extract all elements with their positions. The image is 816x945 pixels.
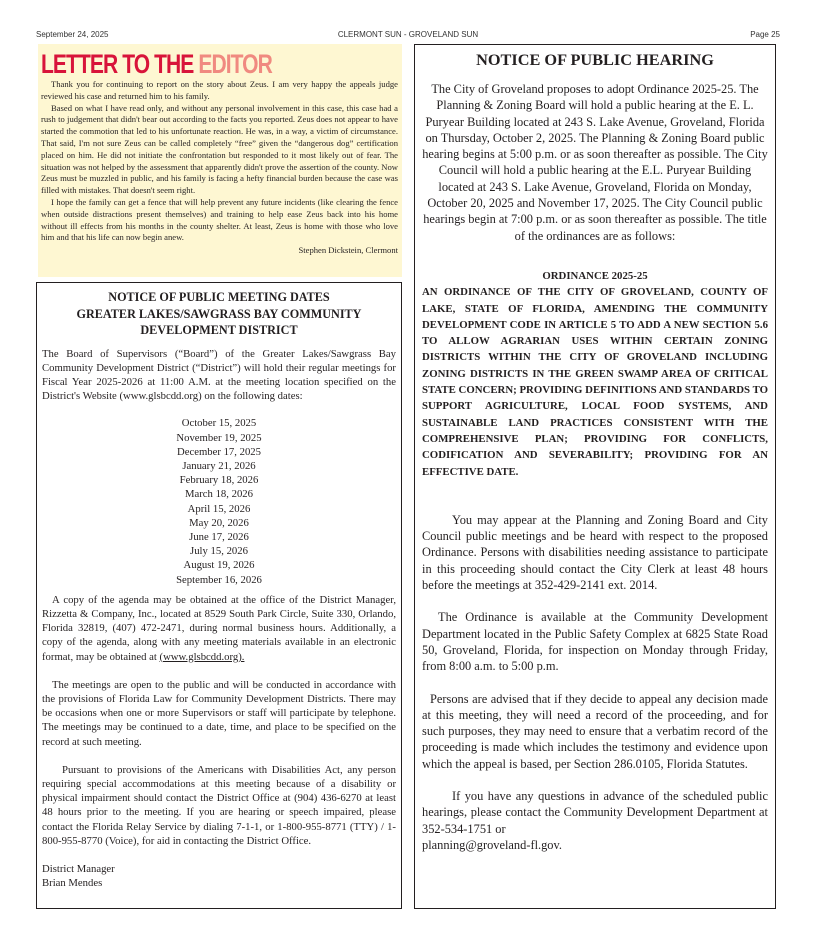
meeting-date: August 19, 2026: [183, 559, 255, 572]
meeting-dates-list: [42, 416, 396, 586]
meeting-date: July 15, 2026: [190, 545, 248, 558]
letter-to-the-editor: [38, 44, 402, 277]
meeting-date: April 15, 2026: [187, 502, 251, 515]
meeting-date: October 15, 2025: [181, 417, 257, 430]
signoff: [42, 862, 396, 890]
meeting-date: September 16, 2026: [176, 573, 262, 586]
meeting-date: November 19, 2025: [176, 431, 262, 444]
availability-paragraph: The Ordinance is available at the Community Development Department located in the Public Safety Complex at 6825 State Road 50, Groveland, Florida, for inspection on Monday through Friday, from 8:00 a.m. to 5:00 p.m.: [422, 610, 768, 674]
meeting-notice-title-line: DEVELOPMENT DISTRICT: [140, 323, 298, 337]
meeting-date: May 20, 2026: [189, 516, 249, 529]
ada-paragraph: Pursuant to provisions of the Americans with Disabilities Act, any person requiring special accommodations at this meeting because of a disability or physical impairment should contact the District Office at (904) 436-6270 at least 48 hours prior to the meeting. If you are hearing or speech impaired, please contact the Florida Relay Service by dialing 7-1-1, or 1-800-955-8771 (TTY) / 1-800-955-8770 (Voice), for aid in contacting the District Office.: [42, 763, 396, 847]
district-website-link[interactable]: (www.glsbcdd.org).: [159, 650, 245, 663]
meeting-date: December 17, 2025: [177, 445, 261, 458]
letter-signature: Stephen Dickstein, Clermont: [298, 245, 398, 256]
letter-title-primary: LETTER TO THE: [41, 49, 199, 79]
header-publication: CLERMONT SUN - GROVELAND SUN: [337, 30, 479, 39]
public-meeting-notice: [36, 282, 402, 909]
meeting-date: February 18, 2026: [179, 474, 259, 487]
ordinance-number: ORDINANCE 2025-25: [542, 269, 648, 282]
letter-title: [41, 50, 319, 78]
meeting-date: June 17, 2026: [189, 530, 249, 543]
signoff-title: District Manager: [42, 863, 115, 875]
questions-text: If you have any questions in advance of the scheduled public hearings, please contact the Community Development Department at 352-534-1751 or: [422, 788, 768, 836]
meeting-notice-intro: The Board of Supervisors (“Board”) of the Greater Lakes/Sawgrass Bay Community Development District (“District”) will hold their regular meetings for Fiscal Year 2025-2026 at 11:00 A.M. at the meeting location specified on the District's Website (www.glsbcdd.org) on the following dates:: [42, 347, 396, 403]
planning-email[interactable]: planning@groveland-fl.gov.: [422, 837, 562, 852]
hearing-notice-title: NOTICE OF PUBLIC HEARING: [476, 50, 714, 69]
meeting-notice-title-line: NOTICE OF PUBLIC MEETING DATES: [108, 290, 330, 304]
meeting-date: January 21, 2026: [182, 459, 256, 472]
letter-paragraph: Thank you for continuing to report on the story about Zeus. I am very happy the appeals judge reviewed his case and returned him to his family.: [41, 79, 398, 101]
letter-paragraph: I hope the family can get a fence that will help prevent any future incidents (like clearing the fence when outside distractions present themselves) and training to help ease Zeus back into his home without ill effects from his months in the county shelter. At least, Zeus is home with those who love him and that his life can now begin anew.: [41, 196, 398, 243]
header-page-number: Page 25: [750, 30, 780, 39]
header-date: September 24, 2025: [36, 30, 109, 39]
open-meetings-paragraph: The meetings are open to the public and will be conducted in accordance with the provisions of Florida Law for Community Development Districts. There may be occasions when one or more Supervisors or staff will participate by telephone. The meetings may be continued to a date, time, and place to be specified on the record at such meeting.: [42, 678, 396, 748]
meeting-notice-title-line: GREATER LAKES/SAWGRASS BAY COMMUNITY: [76, 306, 362, 321]
meeting-notice-title: [42, 289, 396, 339]
hearing-notice-intro: The City of Groveland proposes to adopt Ordinance 2025-25. The Planning & Zoning Board will hold a public hearing at the E. L. Puryear Building located at 243 S. Lake Avenue, Groveland, Florida on Thursday, October 2, 2025. The Planning & Zoning Board public hearing begins at 5:00 p.m. or as soon thereafter as possible. The City Council will hold a public hearing at the E.L. Puryear Building located at 243 S. Lake Avenue, Groveland, Florida on Monday, October 20, 2025 and November 17, 2025. The City Council public hearings begin at 7:00 p.m. or as soon thereafter as possible. The title of the ordinances are as follows:: [422, 82, 768, 243]
letter-paragraph: Based on what I have read only, and without any personal involvement in this case, this case had a rush to judgement that didn't bear out according to the facts you reported. Zeus does not appear to have started the commotion that led to his unfortunate reaction. He was, in a way, a victim of circumstance. That said, I'm not sure Zeus can be called completely “free” given the “dangerous dog” certification placed on him. He did not initiate the confrontation but responded to it most likely out of fear. The situation was not helped by the assessment that apparently didn't prove the assertion of the county. Now Zeus must be muzzled in public, and his family is facing a hefty financial burden because the case was filled with mistakes. That doesn't seem right.: [41, 102, 398, 196]
appear-paragraph: You may appear at the Planning and Zoning Board and City Council public meetings and be heard with respect to the proposed Ordinance. Persons with disabilities needing assistance to participate in this proceeding should contact the City Clerk at least 48 hours before the meetings at 352-429-2141 ext. 2014.: [422, 512, 768, 593]
signoff-name: Brian Mendes: [42, 877, 103, 890]
ordinance-text: AN ORDINANCE OF THE CITY OF GROVELAND, COUNTY OF LAKE, STATE OF FLORIDA, AMENDING THE COMMUNITY DEVELOPMENT CODE IN ARTICLE 5 TO ADD A NEW SECTION 5.6 TO ALLOW AGRARIAN USES WITHIN CERTAIN ZONING DISTRICTS WITHIN THE CITY OF GROVELAND INCLUDING ZONING DISTRICTS IN THE GREEN SWAMP AREA OF CRITICAL STATE CONCERN; PROVIDING DEFINITIONS AND STANDARDS TO SUPPORT AGRICULTURE, LOCAL FOOD SYSTEMS, AND SUSTAINABLE LAND PRACTICES CONSISTENT WITH THE COMPREHENSIVE PLAN; PROVIDING FOR CONFLICTS, CODIFICATION AND SEVERABILITY; PROVIDING FOR AN EFFECTIVE DATE.: [422, 286, 768, 478]
questions-paragraph: [422, 788, 768, 853]
letter-title-secondary: EDITOR: [198, 49, 272, 79]
public-hearing-notice: [414, 44, 776, 909]
agenda-text: A copy of the agenda may be obtained at the office of the District Manager, Rizzetta & Company, Inc., located at 8529 South Park Circle, Suite 330, Orlando, Florida 32819, (407) 472-2471, during normal business hours. Additionally, a copy of the agenda, along with any meeting materials available in an electronic format, may be obtained at: [42, 593, 396, 663]
agenda-paragraph: [42, 593, 396, 664]
meeting-date: March 18, 2026: [185, 488, 253, 501]
appeal-paragraph: Persons are advised that if they decide to appeal any decision made at this meeting, they will need a record of the proceeding, and for such purposes, they may need to ensure that a verbatim record of the proceeding is made which includes the testimony and evidence upon which the appeal is based, per Section 286.0105, Florida Statutes.: [422, 691, 768, 771]
